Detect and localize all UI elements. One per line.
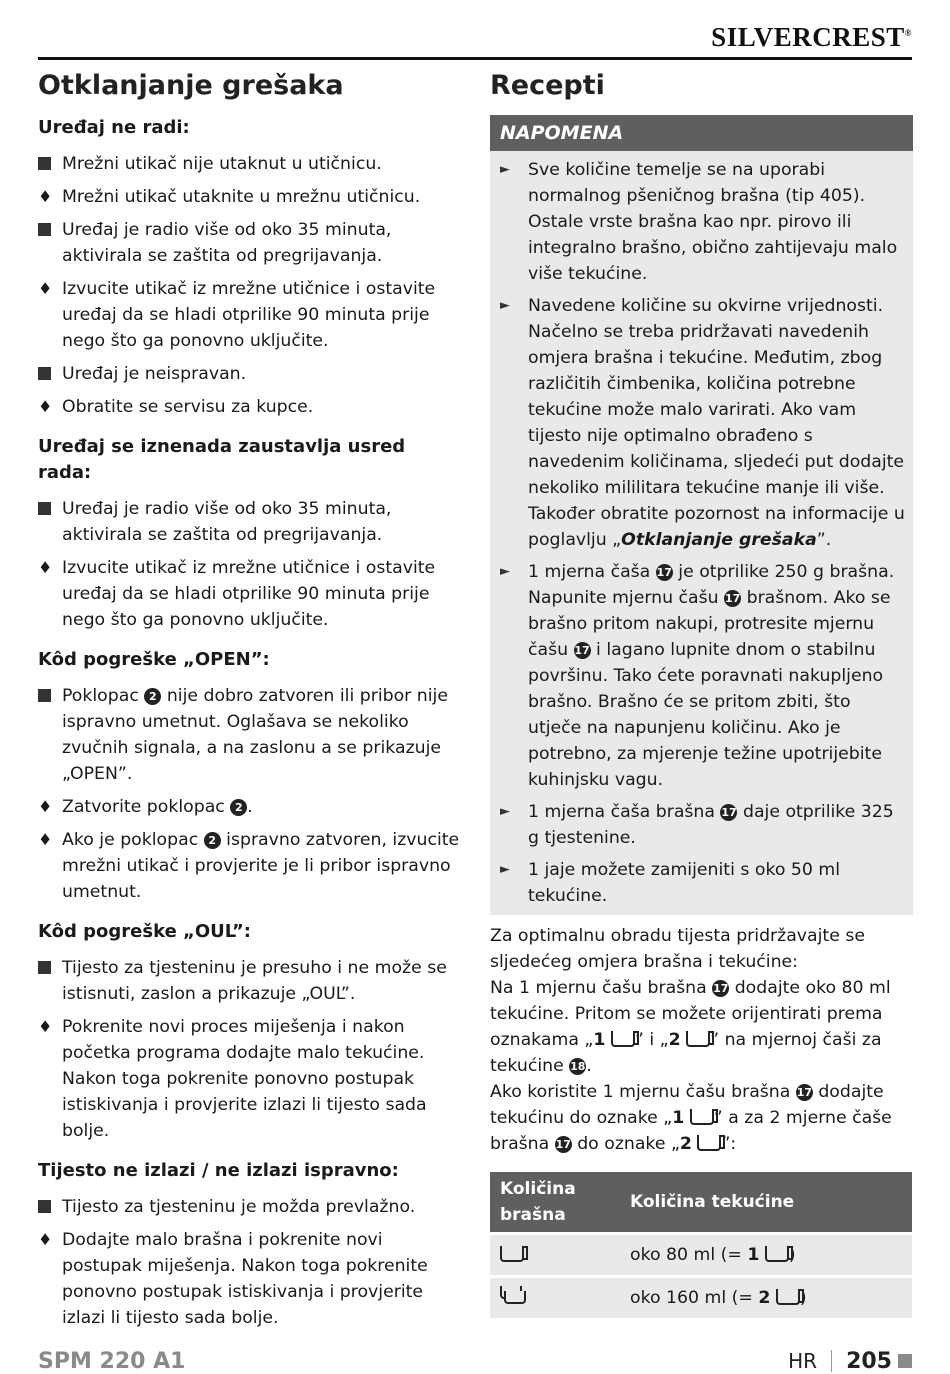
measuring-cup-icon [776,1289,800,1305]
square-bullet-icon [38,367,51,380]
section-heading: Kôd pogreške „OPEN”: [38,649,270,670]
part-number-badge: 17 [656,566,672,579]
arrow-bullet-icon: ► [500,804,510,819]
recipes-column [490,66,913,1321]
measuring-cup-icon [697,1135,721,1151]
problem-item: Uređaj je radio više od oko 35 minuta, aktivirala se zaštita od pregrijavanja. [38,217,464,269]
arrow-bullet-icon: ► [500,162,510,177]
header-rule [38,57,912,60]
section-heading: Kôd pogreške „OUL”: [38,921,251,942]
troubleshooting-column [38,66,464,1338]
measuring-cup-icon [611,1031,635,1047]
troubleshooting-title: Otklanjanje grešaka [38,70,344,101]
solution-item: ♦ Pokrenite novi proces miješenja i nakon početka programa dodajte malo tekućine. Nakon toga pokrenite ponovno postupak istiskivanja i provjerite izlazi li tijesto sada bolje. [38,1014,464,1144]
diamond-bullet-icon: ♦ [38,1017,53,1036]
paragraph: Ako koristite 1 mjernu čašu brašna 17 dodajte tekućinu do oznake „1 ” a za 2 mjerne čaše brašna 17 do oznake „2 ”: [490,1082,892,1154]
ratio-table [490,1169,912,1321]
page-number: 205 [846,1349,892,1374]
solution-item: ♦ Izvucite utikač iz mrežne utičnice i ostavite uređaj da se hladi otprilike 90 minuta prije nego što ga ponovno uključite. [38,276,464,354]
note-box [490,151,913,915]
diamond-bullet-icon: ♦ [38,397,53,416]
arrow-bullet-icon: ► [500,564,510,579]
solution-item: ♦ Ako je poklopac 2 ispravno zatvoren, izvucite mrežni utikač i provjerite je li pribor ispravno umetnut. [38,827,464,905]
solution-item: ♦ Dodajte malo brašna i pokrenite novi postupak miješenja. Nakon toga pokrenite ponovno postupak istiskivanja i provjerite izlazi li tijesto sada bolje. [38,1227,464,1331]
square-bullet-icon [38,1200,51,1213]
part-number-badge: 17 [721,806,737,819]
note-item: ► Navedene količine su okvirne vrijednosti. Načelno se treba pridržavati navedenih omjera brašna i tekućine. Međutim, zbog različitih čimbenika, količina potrebne tekućine može malo varirati. Ako vam tijesto nije optimalno obrađeno s navedenim količinama, sljedeći put dodajte nekoliko mililitara tekućine manje ili više. Također obratite pozornost na informacije u poglavlju „Otklanjanje grešaka”. [500,293,905,553]
table-row: oko 80 ml (= 1 ) [490,1235,912,1275]
solution-item: ♦ Mrežni utikač utaknite u mrežnu utičnicu. [38,184,464,210]
note-item: ► 1 mjerna čaša 17 je otprilike 250 g brašna. Napunite mjernu čašu 17 brašnom. Ako se brašno pritom nakupi, protresite mjernu čašu 17 i lagano lupnite dnom o stabilnu površinu. Tako ćete poravnati nakupljeno brašno. Brašno će se pritom zbiti, što utječe na napunjenu količinu. Ako je potrebno, za mjerenje težine upotrijebite kuhinjsku vagu. [500,559,905,793]
diamond-bullet-icon: ♦ [38,797,53,816]
square-bullet-icon [38,502,51,515]
note-item: ► 1 jaje možete zamijeniti s oko 50 ml tekućine. [500,857,905,909]
note-item: ► 1 mjerna čaša brašna 17 daje otprilike 325 g tjestenine. [500,799,905,851]
two-cups-icon [500,1284,526,1304]
part-number-badge: 18 [570,1060,586,1073]
diamond-bullet-icon: ♦ [38,187,53,206]
table-row: oko 160 ml (= 2 ) [490,1278,912,1318]
problem-item: Uređaj je neispravan. [38,361,464,387]
diamond-bullet-icon: ♦ [38,830,53,849]
note-item: ► Sve količine temelje se na uporabi normalnog pšeničnog brašna (tip 405). Ostale vrste brašna kao npr. pirovo ili integralno brašno, obično zahtijevaju malo više tekućine. [500,157,905,287]
part-number-badge: 17 [555,1138,571,1151]
part-number-badge: 17 [713,982,729,995]
arrow-bullet-icon: ► [500,862,510,877]
paragraph: Na 1 mjernu čašu brašna 17 dodajte oko 80 ml tekućine. Pritom se možete orijentirati prema oznakama „1 ” i „2 ” na mjernoj čaši za tekućine 18. [490,978,891,1076]
problem-item: Tijesto za tjesteninu je presuho i ne može se istisnuti, zaslon a prikazuje „OUL”. [38,955,464,1007]
solution-item: ♦ Obratite se servisu za kupce. [38,394,464,420]
measuring-cup-icon [690,1109,714,1125]
section-heading: Uređaj se iznenada zaustavlja usred rada: [38,436,406,483]
problem-item: Uređaj je radio više od oko 35 minuta, aktivirala se zaštita od pregrijavanja. [38,496,464,548]
brand-logo: SILVERCREST® [711,22,912,52]
table-header: Količina brašna [490,1172,620,1232]
measuring-cup-icon [765,1246,789,1262]
recipes-title: Recepti [490,70,605,101]
measuring-cup-icon [686,1031,710,1047]
one-cup-icon [500,1246,524,1262]
paragraph: Za optimalnu obradu tijesta pridržavajte se sljedećeg omjera brašna i tekućine: [490,926,865,972]
problem-item: Tijesto za tjesteninu je možda prevlažno. [38,1194,464,1220]
problem-item: Poklopac 2 nije dobro zatvoren ili pribor nije ispravno umetnut. Oglašava se nekoliko zvučnih signala, a na zaslonu a se prikazuje „OPEN”. [38,683,464,787]
square-bullet-icon [38,961,51,974]
part-number-badge: 17 [796,1086,812,1099]
section-heading: Uređaj ne radi: [38,117,190,138]
part-number-badge: 17 [574,644,590,657]
part-number-badge: 17 [724,592,741,605]
solution-item: ♦ Zatvorite poklopac 2 . [38,794,464,820]
diamond-bullet-icon: ♦ [38,279,53,298]
part-number-badge: 2 [204,832,221,849]
arrow-bullet-icon: ► [500,298,510,313]
problem-item: Mrežni utikač nije utaknut u utičnicu. [38,151,464,177]
part-number-badge: 2 [144,688,161,705]
page-marker-icon [898,1354,912,1368]
solution-item: ♦ Izvucite utikač iz mrežne utičnice i ostavite uređaj da se hladi otprilike 90 minuta prije nego što ga ponovno uključite. [38,555,464,633]
section-heading: Tijesto ne izlazi / ne izlazi ispravno: [38,1160,399,1181]
table-header: Količina tekućine [620,1172,912,1232]
language-code: HR [788,1349,818,1373]
part-number-badge: 2 [230,799,247,816]
diamond-bullet-icon: ♦ [38,558,53,577]
model-number: SPM 220 A1 [38,1349,186,1374]
square-bullet-icon [38,157,51,170]
diamond-bullet-icon: ♦ [38,1230,53,1249]
footer-page-info [788,1349,912,1374]
square-bullet-icon [38,689,51,702]
note-heading: NAPOMENA [490,115,913,151]
square-bullet-icon [38,223,51,236]
